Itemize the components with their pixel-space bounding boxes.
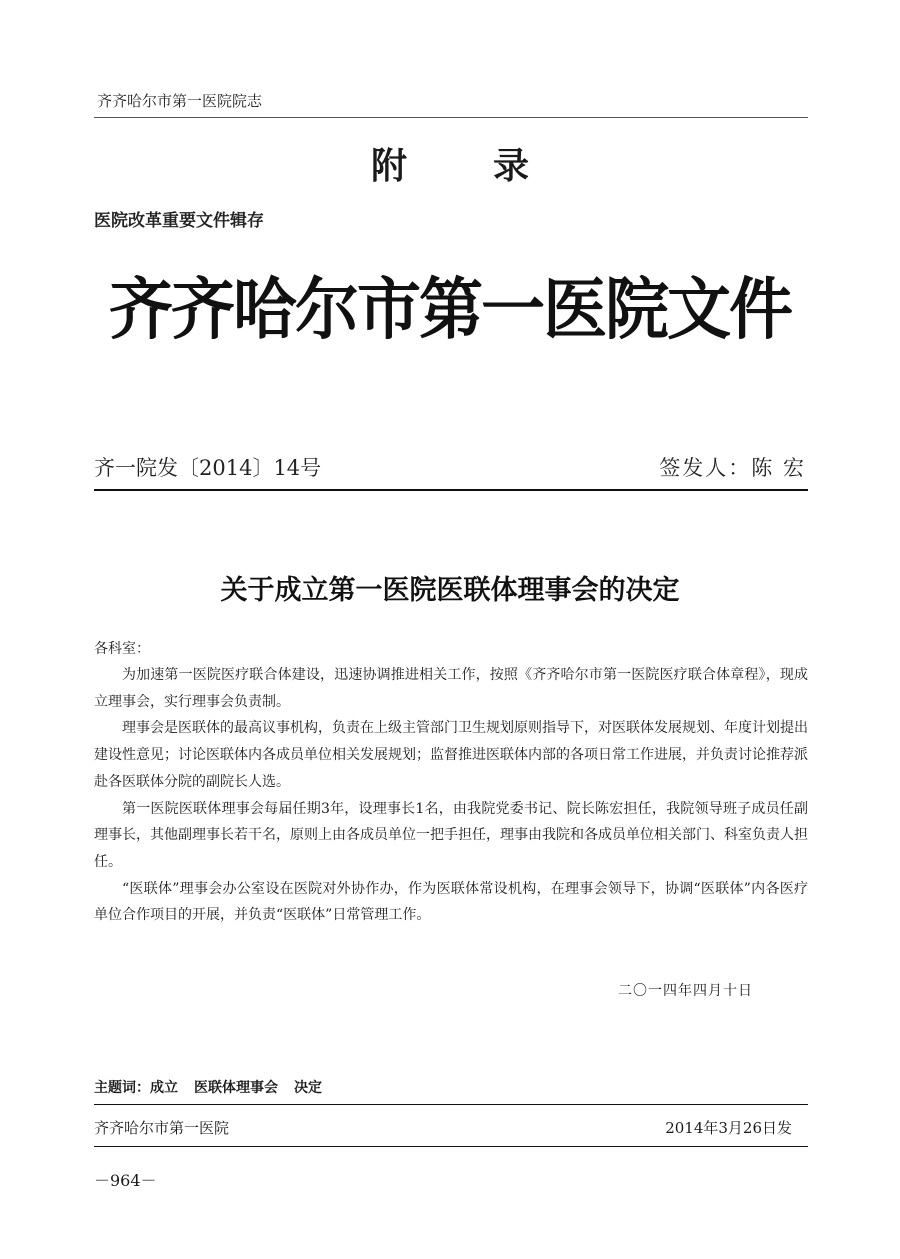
banner-divider [94, 489, 808, 491]
paragraph-1: 为加速第一医院医疗联合体建设，迅速协调推进相关工作，按照《齐齐哈尔市第一医院医疗联合体章程》，现成立理事会，实行理事会负责制。 [94, 667, 808, 710]
paragraph-2: 理事会是医联体的最高议事机构，负责在上级主管部门卫生规划原则指导下，对医联体发展规划、年度计划提出建设性意见；讨论医联体内各成员单位相关发展规划；监督推进医联体内部的各项日常工作进展，并负责讨论推荐派赴各医联体分院的副院长人选。 [94, 720, 808, 790]
footer-divider-top [94, 1104, 808, 1105]
paragraph-3: 第一医院医联体理事会每届任期3年，设理事长1名，由我院党委书记、院长陈宏担任，我院领导班子成员任副理事长，其他副理事长若干名，原则上由各成员单位一把手担任，理事由我院和各成员单位相关部门、科室负责人担任。 [94, 800, 808, 870]
decision-title: 关于成立第一医院医联体理事会的决定 [220, 575, 680, 606]
paragraph-4: “医联体”理事会办公室设在医院对外协作办，作为医联体常设机构，在理事会领导下，协调“医联体”内各医疗单位合作项目的开展，并负责“医联体”日常管理工作。 [94, 880, 808, 924]
subject-term: 决定 [294, 1080, 322, 1096]
section-title: 医院改革重要文件辑存 [94, 211, 264, 231]
page-number: －964－ [94, 1171, 157, 1190]
subject-keywords [94, 1077, 338, 1097]
footer-divider-bottom [94, 1146, 808, 1147]
appendix-title: 附录 [370, 146, 615, 187]
subject-term: 医联体理事会 [194, 1080, 278, 1096]
decision-date: 二〇一四年四月十日 [618, 983, 753, 999]
footer-issuer: 齐齐哈尔市第一医院 [94, 1119, 230, 1137]
running-header: 齐齐哈尔市第一医院院志 [97, 92, 263, 110]
footer-issue-date: 2014年3月26日发 [665, 1119, 792, 1137]
salutation: 各科室： [94, 641, 150, 657]
document-number: 齐一院发〔2014〕14号 [94, 456, 322, 480]
header-divider [94, 117, 808, 118]
signer: 签发人：陈 宏 [659, 456, 806, 480]
document-banner: 齐齐哈尔市第一医院文件 [109, 270, 791, 350]
subject-label: 主题词： [94, 1080, 150, 1096]
body-text [94, 662, 808, 929]
subject-term: 成立 [150, 1080, 178, 1096]
